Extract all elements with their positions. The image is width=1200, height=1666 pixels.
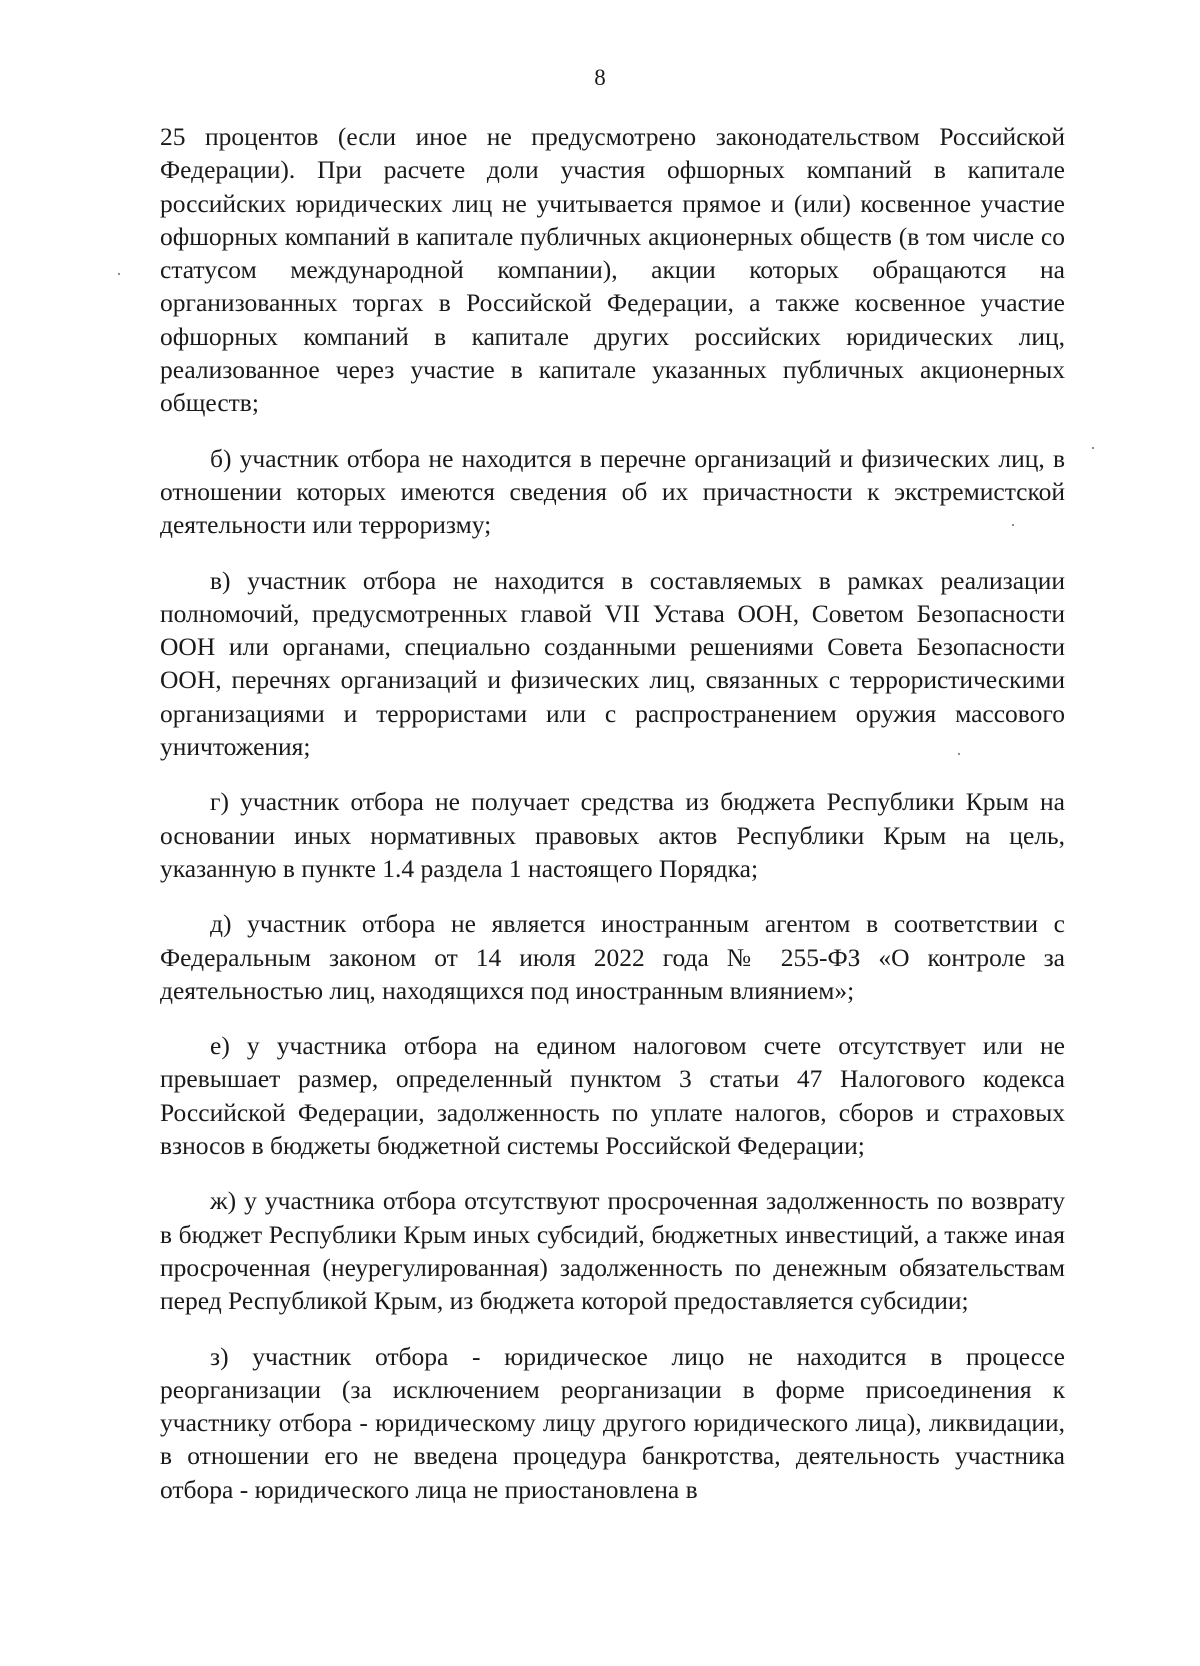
paragraph-item-zh: ж) у участника отбора отсутствуют просроченная задолженность по возврату в бюджет Республики Крым иных субсидий, бюджетных инвестиций, а также иная просроченная (неурегулированная) задолженность по денежным обязательствам перед Республикой Крым, из бюджета которой предоставляется субсидии; (160, 1186, 1065, 1316)
scan-speck (118, 273, 120, 275)
paragraph-item-b: б) участник отбора не находится в перечне организаций и физических лиц, в отношении которых имеются сведения об их причастности к экстремистской деятельности или терроризму; (160, 443, 1065, 540)
page-number: 8 (594, 65, 606, 90)
document-body (160, 120, 1065, 1506)
paragraph-continuation: 25 процентов (если иное не предусмотрено законодательством Российской Федерации). При расчете доли участия офшорных компаний в капитале российских юридических лиц не учитывается прямое и (или) косвенное участие офшорных компаний в капитале публичных акционерных обществ (в том числе со статусом международной компании), акции которых обращаются на организованных торгах в Российской Федерации, а также косвенное участие офшорных компаний в капитале других российских юридических лиц, реализованное через участие в капитале указанных публичных акционерных обществ; (160, 122, 1065, 418)
paragraph-item-v: в) участник отбора не находится в составляемых в рамках реализации полномочий, предусмотренных главой VII Устава ООН, Советом Безопасности ООН или органами, специально созданными решениями Совета Безопасности ООН, перечнях организаций и физических лиц, связанных с террористическими организациями и террористами или с распространением оружия массового уничтожения; (160, 565, 1065, 762)
paragraph-item-e: е) у участника отбора на едином налоговом счете отсутствует или не превышает размер, определенный пунктом 3 статьи 47 Налогового кодекса Российской Федерации, задолженность по уплате налогов, сборов и страховых взносов в бюджеты бюджетной системы Российской Федерации; (160, 1031, 1065, 1161)
scan-speck (958, 753, 960, 755)
scan-speck (1012, 524, 1014, 526)
paragraph-item-g: г) участник отбора не получает средства из бюджета Республики Крым на основании иных нормативных правовых актов Республики Крым на цель, указанную в пункте 1.4 раздела 1 настоящего Порядка; (160, 787, 1065, 883)
scan-speck (1092, 447, 1094, 449)
paragraph-item-z: з) участник отбора - юридическое лицо не находится в процессе реорганизации (за исключением реорганизации в форме присоединения к участнику отбора - юридическому лицу другого юридического лица), ликвидации, в отношении его не введена процедура банкротства, деятельность участника отбора - юридического лица не приостановлена в (160, 1341, 1065, 1504)
paragraph-item-d: д) участник отбора не является иностранным агентом в соответствии с Федеральным законом от 14 июля 2022 года № 255-ФЗ «О контроле за деятельностью лиц, находящихся под иностранным влиянием»; (160, 909, 1065, 1005)
